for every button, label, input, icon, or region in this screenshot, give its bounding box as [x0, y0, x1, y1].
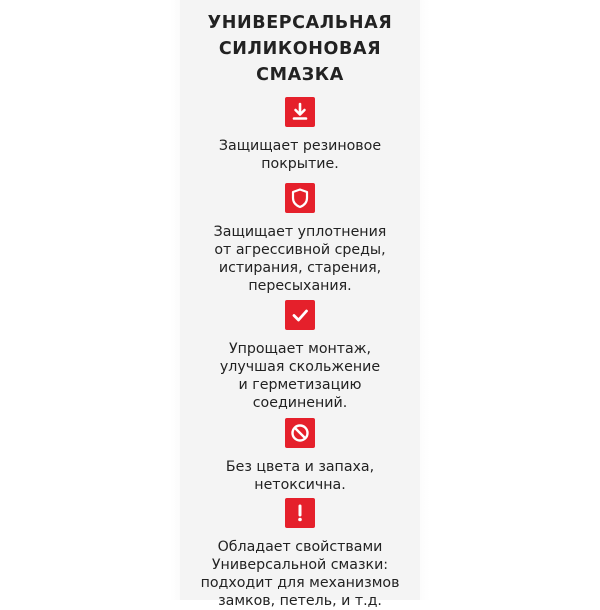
- feature-simplifies-mounting: [150, 300, 450, 412]
- feature-line: от агрессивной среды,: [214, 242, 386, 258]
- feature-line: нетоксична.: [254, 477, 346, 493]
- feature-universal-properties: [150, 498, 450, 610]
- feature-line: пересыхания.: [248, 278, 352, 294]
- feature-colorless-odorless: [150, 418, 450, 494]
- feature-line: истирания, старения,: [218, 260, 382, 276]
- download-arrow-icon: [285, 97, 315, 127]
- product-title: [150, 10, 450, 88]
- feature-line: покрытие.: [261, 156, 339, 172]
- feature-line: и герметизацию: [238, 377, 362, 393]
- feature-description: [150, 340, 450, 412]
- feature-line: Защищает резиновое: [218, 138, 382, 154]
- feature-line: Без цвета и запаха,: [225, 459, 375, 475]
- title-line-1: УНИВЕРСАЛЬНАЯ: [207, 13, 393, 33]
- feature-line: Универсальной смазки:: [211, 557, 389, 573]
- shield-icon: [285, 183, 315, 213]
- feature-line: замков, петель, и т.д.: [218, 593, 382, 609]
- feature-line: соединений.: [252, 395, 348, 411]
- feature-protects-rubber: [150, 97, 450, 173]
- exclamation-icon: [285, 498, 315, 528]
- checkmark-icon: [285, 300, 315, 330]
- feature-description: [150, 137, 450, 173]
- feature-description: [150, 458, 450, 494]
- feature-description: [150, 538, 450, 610]
- feature-protects-seals: [150, 183, 450, 295]
- title-line-3: СМАЗКА: [256, 65, 344, 85]
- feature-line: Упрощает монтаж,: [228, 341, 372, 357]
- feature-line: Защищает уплотнения: [213, 224, 387, 240]
- feature-description: [150, 223, 450, 295]
- feature-line: улучшая скольжение: [219, 359, 381, 375]
- title-line-2: СИЛИКОНОВАЯ: [218, 39, 382, 59]
- feature-line: подходит для механизмов: [200, 575, 400, 591]
- prohibited-icon: [285, 418, 315, 448]
- feature-line: Обладает свойствами: [217, 539, 383, 555]
